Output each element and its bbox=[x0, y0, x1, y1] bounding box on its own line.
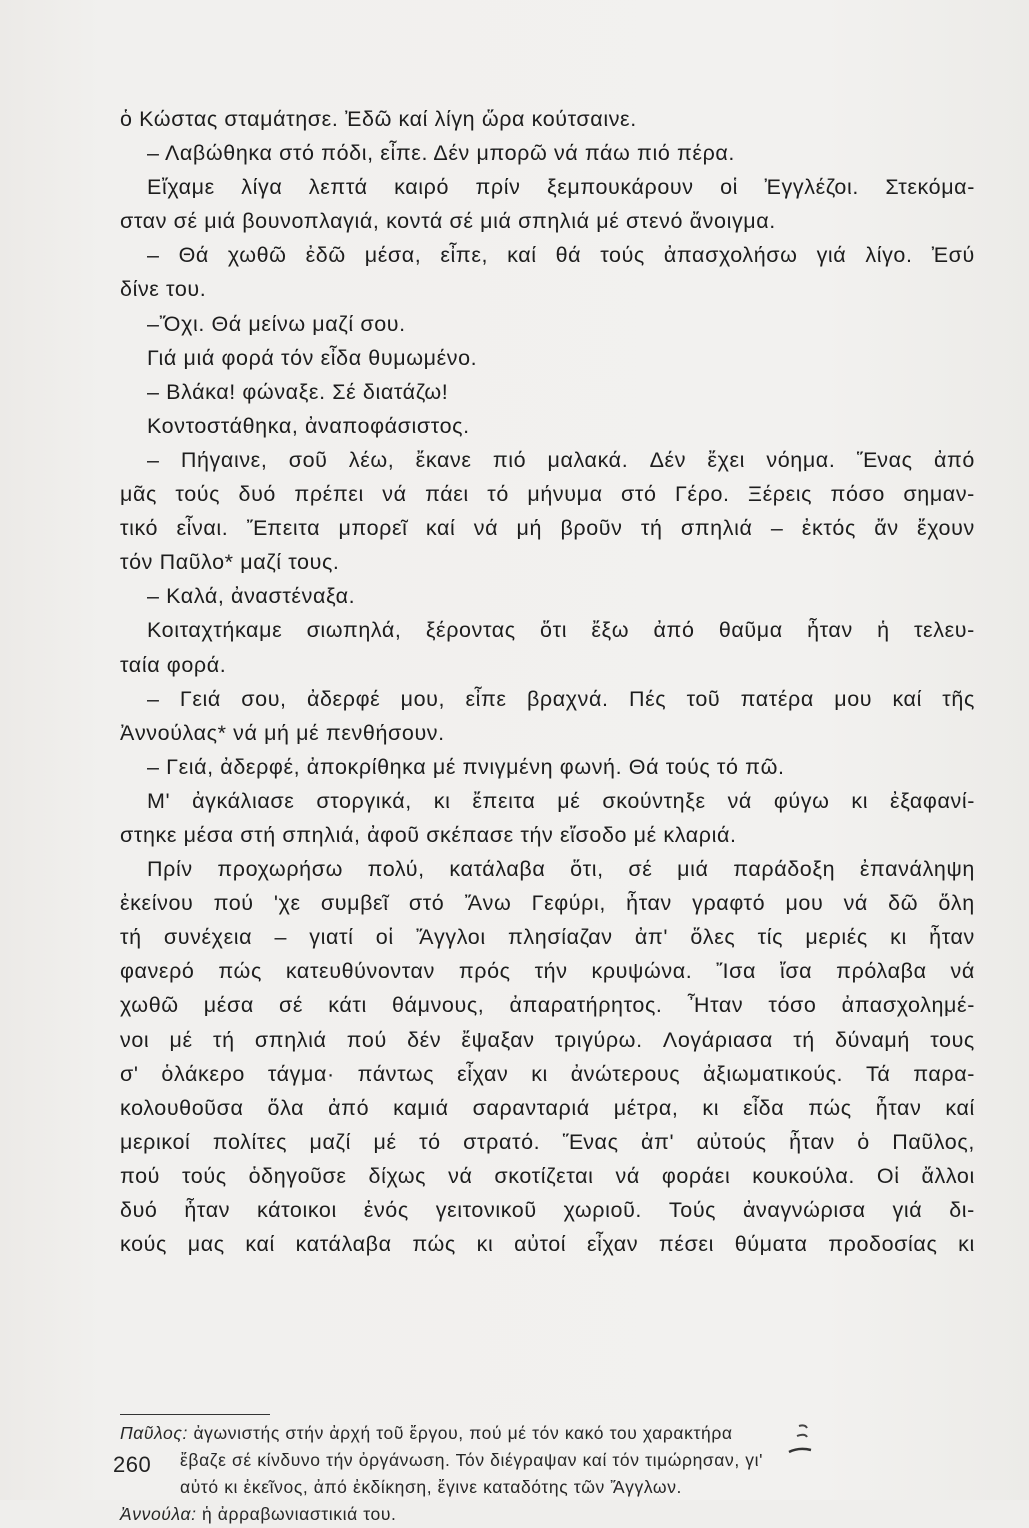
text-line: χωθῶ μέσα σέ κάτι θάμνους, ἀπαρατήρητος. Ἦταν τόσο ἀπασχολημέ- bbox=[120, 993, 975, 1018]
text-line: τόν Παῦλο* μαζί τους. bbox=[120, 550, 340, 575]
text-line: – Πήγαινε, σοῦ λέω, ἔκανε πιό μαλακά. Δέν ἔχει νόημα. Ἕνας ἀπό bbox=[147, 447, 975, 472]
text-line: – Λαβώθηκα στό πόδι, εἶπε. Δέν μπορῶ νά πάω πιό πέρα. bbox=[147, 141, 736, 166]
text-line: φανερό πώς κατευθύνονταν πρός τήν κρυψώνα. Ἴσα ἴσα πρόλαβα νά bbox=[120, 959, 975, 984]
page-number: 260 bbox=[113, 1452, 152, 1477]
text-line: σ' ὁλάκερο τάγμα· πάντως εἶχαν κι ἀνώτερους ἀξιωματικούς. Τά παρα- bbox=[120, 1061, 975, 1086]
text-line: δυό ἦταν κάτοικοι ἑνός γειτονικοῦ χωριοῦ. Τούς ἀναγνώρισα γιά δι- bbox=[120, 1198, 975, 1222]
text-line: Κοιταχτήκαμε σιωπηλά, ξέροντας ὅτι ἔξω ἀπό θαῦμα ἦταν ἡ τελευ- bbox=[147, 618, 975, 643]
text-line: Ἀννούλας* νά μή μέ πενθήσουν. bbox=[120, 720, 445, 745]
text-line: κολουθοῦσα ὅλα ἀπό καμιά σαρανταριά μέτρα, κι εἶδα πώς ἦταν καί bbox=[120, 1095, 975, 1120]
text-line: Πρίν προχωρήσω πολύ, κατάλαβα ὅτι, σέ μιά παράδοξη ἐπανάληψη bbox=[147, 857, 975, 882]
text-line: σταν σέ μιά βουνοπλαγιά, κοντά σέ μιά σπηλιά μέ στενό ἄνοιγμα. bbox=[120, 209, 776, 234]
text-line: Εἴχαμε λίγα λεπτά καιρό πρίν ξεμπουκάρουν οἱ Ἐγγλέζοι. Στεκόμα- bbox=[147, 175, 975, 200]
footnote-term: Ἀννούλα: bbox=[120, 1504, 197, 1524]
text-line: δίνε του. bbox=[120, 277, 207, 302]
footnotes bbox=[120, 1420, 980, 1528]
margin-mark bbox=[785, 1420, 825, 1460]
body-text bbox=[120, 102, 975, 1261]
text-line: μᾶς τούς δυό πρέπει νά πάει τό μήνυμα στό Γέρο. Ξέρεις πόσο σημαν- bbox=[120, 482, 975, 507]
text-line: μερικοί πολίτες μαζί μέ τό στρατό. Ἕνας ἀπ' αὐτούς ἦταν ὁ Παῦλος, bbox=[120, 1129, 975, 1154]
text-line: – Καλά, ἀναστέναξα. bbox=[147, 584, 356, 609]
footnote-divider bbox=[120, 1414, 270, 1415]
text-line: ὁ Κώστας σταμάτησε. Ἐδῶ καί λίγη ὥρα κούτσαινε. bbox=[120, 107, 637, 131]
footnote-term: Παῦλος: bbox=[120, 1423, 188, 1443]
text-line: Γιά μιά φορά τόν εἶδα θυμωμένο. bbox=[147, 345, 478, 370]
text-line: – Γειά, ἀδερφέ, ἀποκρίθηκα μέ πνιγμένη φωνή. Θά τούς τό πῶ. bbox=[147, 754, 785, 779]
text-line: – Θά χωθῶ ἐδῶ μέσα, εἶπε, καί θά τούς ἀπασχολήσω γιά λίγο. Ἐσύ bbox=[147, 243, 975, 268]
text-line: – Γειά σου, ἀδερφέ μου, εἶπε βραχνά. Πές τοῦ πατέρα μου καί τῆς bbox=[147, 686, 975, 711]
text-line: κούς μας καί κατάλαβα πώς κι αὐτοί εἶχαν πέσει θύματα προδοσίας κι bbox=[120, 1232, 975, 1257]
text-line: πού τούς ὁδηγοῦσε δίχως νά σκοτίζεται νά φοράει κουκούλα. Οἱ ἄλλοι bbox=[120, 1163, 975, 1188]
text-line: –Ὄχι. Θά μείνω μαζί σου. bbox=[147, 311, 406, 336]
text-line: ἐκείνου πού 'χε συμβεῖ στό Ἄνω Γεφύρι, ἦταν γραφτό μου νά δῶ ὅλη bbox=[120, 891, 975, 916]
text-line: – Βλάκα! φώναξε. Σέ διατάζω! bbox=[147, 379, 449, 404]
text-line: Μ' ἀγκάλιασε στοργικά, κι ἔπειτα μέ σκούντηξε νά φύγω κι ἐξαφανί- bbox=[147, 788, 975, 813]
text-line: τή συνέχεια – γιατί οἱ Ἄγγλοι πλησίαζαν ἀπ' ὅλες τίς μεριές κι ἦταν bbox=[120, 925, 975, 950]
footnote-line: αὐτό κι ἐκεῖνος, ἀπό ἐκδίκηση, ἔγινε καταδότης τῶν Ἄγγλων. bbox=[180, 1477, 683, 1497]
text-line: στηκε μέσα στή σπηλιά, ἀφοῦ σκέπασε τήν εἴσοδο μέ κλαριά. bbox=[120, 822, 737, 847]
footnote-line: Ἀννούλα: ἡ ἀρραβωνιαστικιά του. bbox=[120, 1504, 397, 1524]
footnote-line: ἔβαζε σέ κίνδυνο τήν ὀργάνωση. Τόν διέγραψαν καί τόν τιμώρησαν, γι' bbox=[180, 1450, 764, 1470]
text-line: Κοντοστάθηκα, ἀναποφάσιστος. bbox=[147, 413, 470, 438]
footnote-line: Παῦλος: ἀγωνιστής στήν ἀρχή τοῦ ἔργου, πού μέ τόν κακό του χαρακτήρα bbox=[120, 1423, 733, 1443]
text-line: τικό εἶναι. Ἔπειτα μπορεῖ καί νά μή βροῦν τή σπηλιά – ἐκτός ἄν ἔχουν bbox=[120, 516, 975, 541]
text-line: νοι μέ τή σπηλιά πού δέν ἔψαξαν τριγύρω. Λογάριασα τή δύναμή τους bbox=[120, 1027, 975, 1052]
text-line: ταία φορά. bbox=[120, 652, 227, 677]
